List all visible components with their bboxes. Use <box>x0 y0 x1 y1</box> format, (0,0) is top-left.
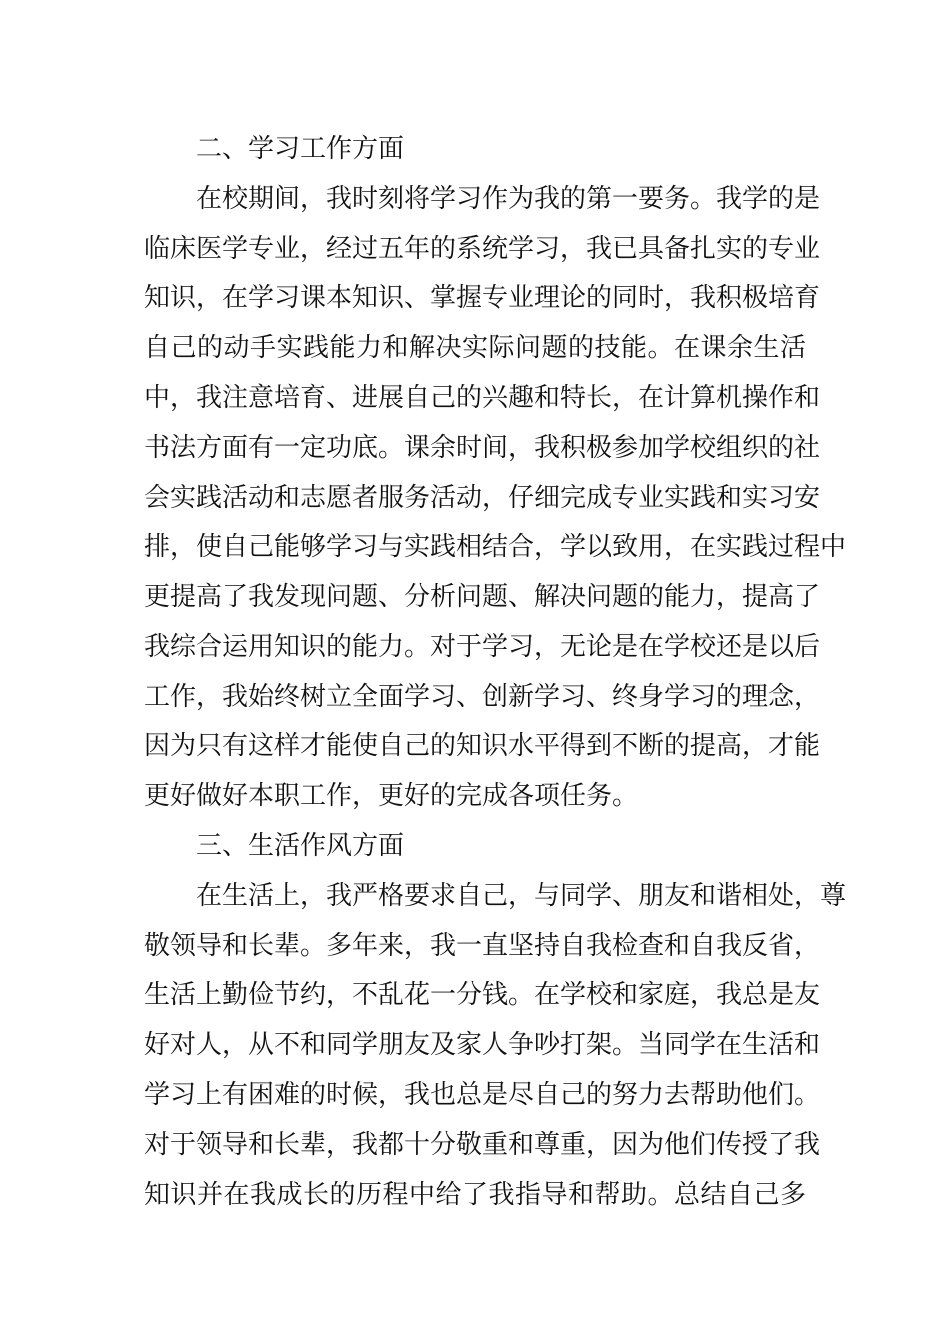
heading-study-work: 二、学习工作方面 <box>196 134 405 164</box>
paragraph-line: 生活上勤俭节约，不乱花一分钱。在学校和家庭，我总是友 <box>144 980 821 1010</box>
paragraph-line: 好对人，从不和同学朋友及家人争吵打架。当同学在生活和 <box>144 1030 821 1060</box>
paragraph-line: 因为只有这样才能使自己的知识水平得到不断的提高，才能 <box>144 731 821 761</box>
paragraph-line: 知识，在学习课本知识、掌握专业理论的同时，我积极培育 <box>144 283 821 313</box>
paragraph-line: 工作，我始终树立全面学习、创新学习、终身学习的理念， <box>144 682 821 712</box>
paragraph-line: 更提高了我发现问题、分析问题、解决问题的能力，提高了 <box>144 582 821 612</box>
paragraph-line: 更好做好本职工作，更好的完成各项任务。 <box>144 781 639 811</box>
paragraph-line: 知识并在我成长的历程中给了我指导和帮助。总结自己多 <box>144 1180 806 1210</box>
paragraph-line: 在生活上，我严格要求自己，与同学、朋友和谐相处，尊 <box>196 881 847 911</box>
paragraph-line: 书法方面有一定功底。课余时间，我积极参加学校组织的社 <box>144 433 821 463</box>
paragraph-line: 在校期间，我时刻将学习作为我的第一要务。我学的是 <box>196 184 821 214</box>
paragraph-line: 对于领导和长辈，我都十分敬重和尊重，因为他们传授了我 <box>144 1130 821 1160</box>
paragraph-line: 临床医学专业，经过五年的系统学习，我已具备扎实的专业 <box>144 234 821 264</box>
paragraph-line: 排，使自己能够学习与实践相结合，学以致用，在实践过程中 <box>144 532 847 562</box>
paragraph-line: 学习上有困难的时候，我也总是尽自己的努力去帮助他们。 <box>144 1080 821 1110</box>
paragraph-line: 敬领导和长辈。多年来，我一直坚持自我检查和自我反省， <box>144 931 821 961</box>
paragraph-line: 中，我注意培育、进展自己的兴趣和特长，在计算机操作和 <box>144 383 821 413</box>
heading-lifestyle: 三、生活作风方面 <box>196 831 405 861</box>
paragraph-line: 自己的动手实践能力和解决实际问题的技能。在课余生活 <box>144 333 806 363</box>
paragraph-line: 我综合运用知识的能力。对于学习，无论是在学校还是以后 <box>144 632 821 662</box>
paragraph-line: 会实践活动和志愿者服务活动，仔细完成专业实践和实习安 <box>144 483 821 513</box>
